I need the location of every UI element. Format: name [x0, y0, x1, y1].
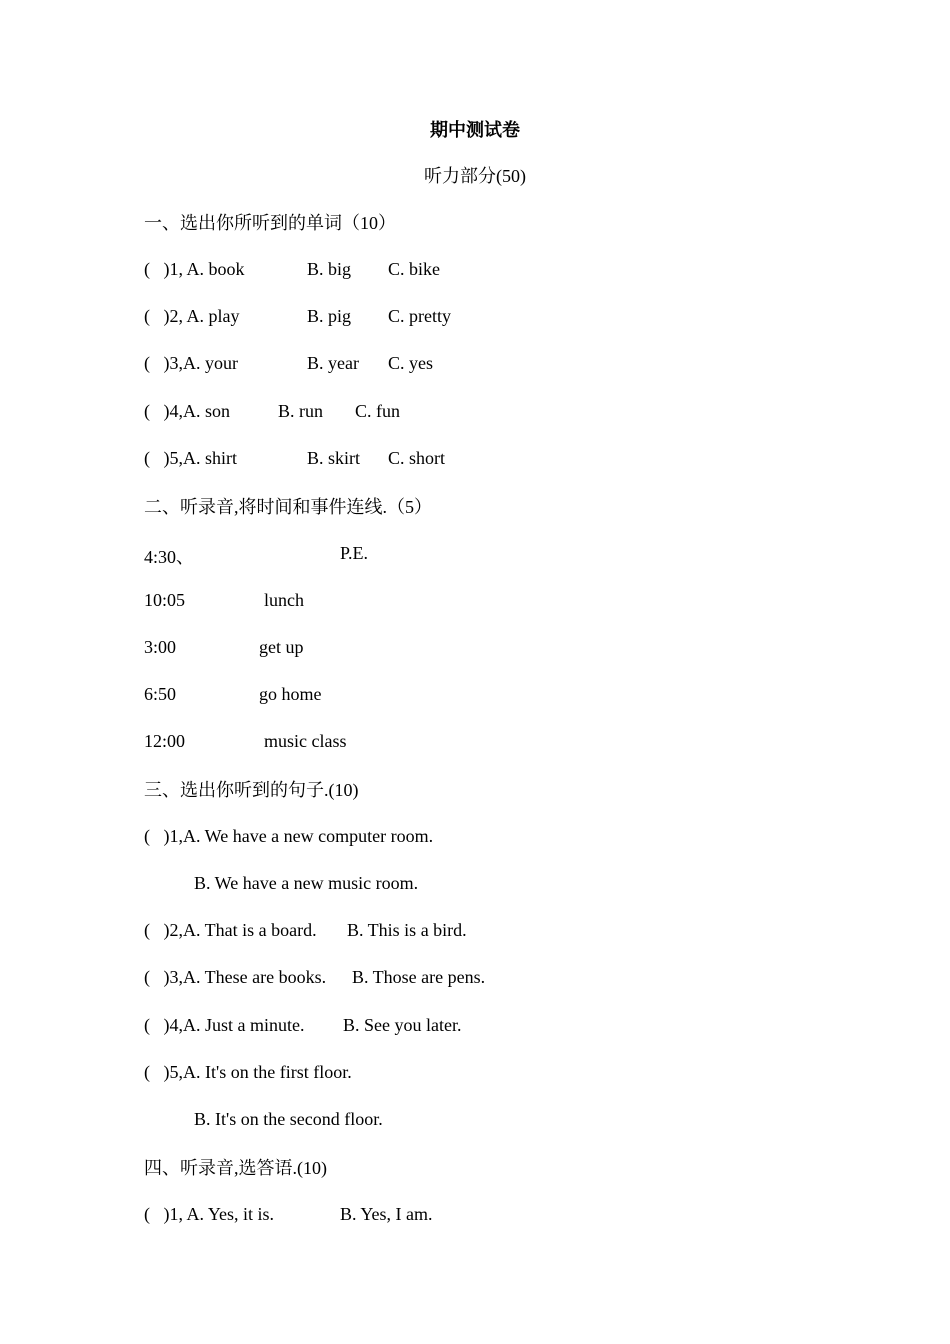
option-b: B. skirt: [307, 448, 361, 468]
option-c: C. short: [388, 448, 446, 468]
event-label: go home: [259, 684, 322, 704]
option-a: ( )1,A. We have a new computer room.: [144, 826, 434, 846]
time-label: 10:05: [144, 590, 186, 610]
event-label: P.E.: [340, 543, 369, 563]
time-label: 6:50: [144, 684, 177, 704]
option-a: ( )2,A. That is a board.: [144, 920, 317, 940]
option-b: B. run: [278, 401, 323, 421]
event-label: lunch: [264, 590, 304, 610]
option-a: ( )3,A. These are books.: [144, 967, 327, 987]
option-b: B. This is a bird.: [347, 920, 467, 940]
option-a: ( )1, A. Yes, it is.: [144, 1204, 275, 1224]
option-c: C. pretty: [388, 306, 451, 326]
option-c: C. bike: [388, 259, 440, 279]
time-label: 12:00: [144, 731, 186, 751]
section-4-heading: 四、听录音,选答语.(10): [144, 1158, 327, 1178]
page-title: 期中测试卷: [430, 120, 520, 140]
option-a: ( )2, A. play: [144, 306, 240, 326]
option-c: C. fun: [355, 401, 400, 421]
option-b: B. pig: [307, 306, 352, 326]
time-label: 4:30、: [144, 547, 195, 567]
section-3-heading: 三、选出你听到的句子.(10): [144, 780, 359, 800]
time-label: 3:00: [144, 637, 177, 657]
option-b: B. year: [307, 353, 359, 373]
section-1-heading: 一、选出你所听到的单词（10）: [144, 213, 396, 233]
option-b: B. Those are pens.: [352, 967, 486, 987]
option-b: B. Yes, I am.: [340, 1204, 433, 1224]
option-a: ( )5,A. It's on the first floor.: [144, 1062, 352, 1082]
option-a: ( )4,A. son: [144, 401, 230, 421]
option-c: C. yes: [388, 353, 433, 373]
option-b: B. See you later.: [343, 1015, 462, 1035]
option-b: B. We have a new music room.: [194, 873, 419, 893]
event-label: music class: [264, 731, 347, 751]
section-2-heading: 二、听录音,将时间和事件连线.（5）: [144, 497, 432, 517]
option-b: B. It's on the second floor.: [194, 1109, 383, 1129]
option-a: ( )1, A. book: [144, 259, 245, 279]
option-b: B. big: [307, 259, 352, 279]
page-subtitle: 听力部分(50): [424, 166, 526, 186]
option-a: ( )5,A. shirt: [144, 448, 237, 468]
event-label: get up: [259, 637, 304, 657]
option-a: ( )4,A. Just a minute.: [144, 1015, 305, 1035]
option-a: ( )3,A. your: [144, 353, 238, 373]
